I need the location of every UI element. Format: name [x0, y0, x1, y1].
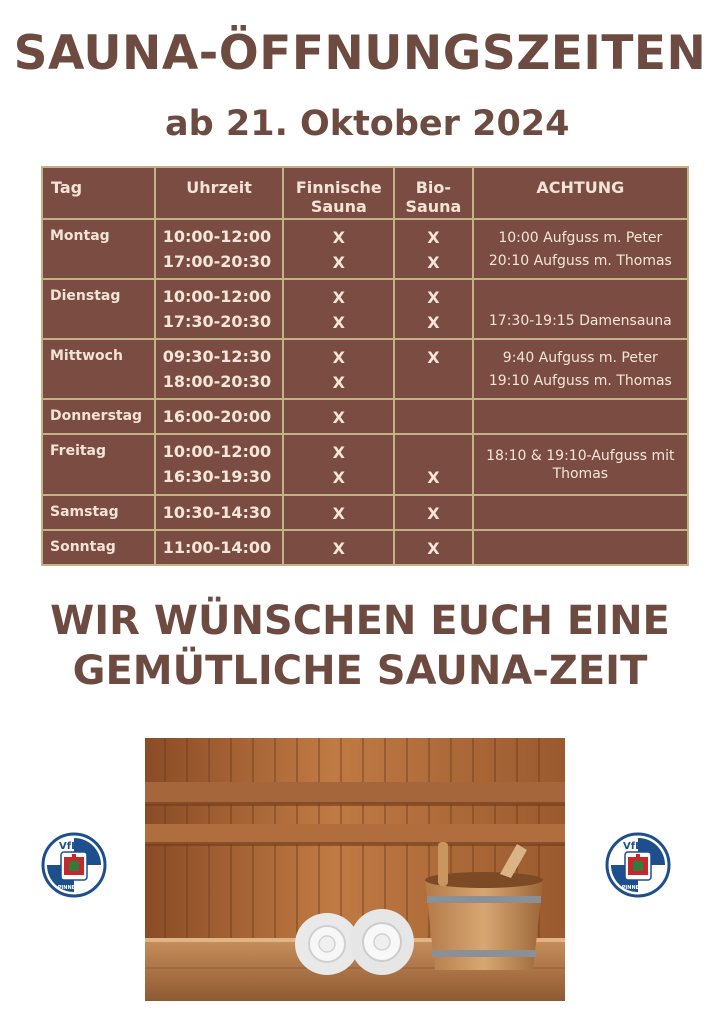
finnish-mark: X	[332, 504, 345, 523]
bio-mark: X	[427, 504, 440, 523]
table-row	[42, 434, 688, 495]
bio-mark: X	[427, 313, 440, 332]
table-row	[42, 530, 688, 565]
note-line: 17:30-19:15 Damensauna	[488, 313, 672, 329]
time-slot: 10:00-12:00	[162, 287, 272, 306]
bio-mark	[395, 443, 471, 468]
vfl-pinneberg-logo-left	[41, 832, 107, 898]
bio-cell	[394, 339, 472, 399]
logo-text: VfL	[623, 841, 642, 852]
finnish-mark: X	[332, 468, 345, 487]
note-cell	[473, 219, 688, 279]
note-line: 20:10 Aufguss m. Thomas	[488, 253, 672, 269]
finnish-cell	[283, 279, 394, 339]
finnish-cell	[283, 219, 394, 279]
time-cell	[155, 434, 284, 495]
time-slot: 09:30-12:30	[162, 347, 272, 366]
time-cell	[155, 530, 284, 565]
header-finnish-line1: Finnische	[295, 178, 382, 197]
time-cell	[155, 219, 284, 279]
time-slot: 18:00-20:30	[162, 372, 272, 391]
finnish-cell	[283, 399, 394, 434]
time-cell	[155, 495, 284, 530]
logo-text: VfL	[59, 841, 78, 852]
bio-cell	[394, 219, 472, 279]
time-slot: 17:00-20:30	[162, 252, 272, 271]
bio-mark: X	[427, 288, 440, 307]
finnish-mark: X	[332, 408, 345, 427]
finnish-cell	[283, 434, 394, 495]
bio-mark: X	[427, 539, 440, 558]
header-day: Tag	[42, 167, 155, 219]
finnish-cell	[283, 339, 394, 399]
closing-message-line1: WIR WÜNSCHEN EUCH EINE	[50, 598, 670, 644]
note-cell	[473, 495, 688, 530]
time-slot: 10:30-14:30	[162, 503, 272, 522]
note-cell	[473, 399, 688, 434]
note-line: 19:10 Aufguss m. Thomas	[488, 373, 672, 389]
time-cell	[155, 399, 284, 434]
bio-mark	[395, 373, 471, 398]
finnish-mark: X	[332, 373, 345, 392]
bio-cell	[394, 399, 472, 434]
finnish-mark: X	[332, 228, 345, 247]
bio-cell	[394, 434, 472, 495]
closing-message	[0, 596, 720, 696]
table-row	[42, 495, 688, 530]
finnish-cell	[283, 495, 394, 530]
day-cell: Montag	[42, 219, 155, 279]
header-notes: ACHTUNG	[473, 167, 688, 219]
header-finnish-sauna	[283, 167, 394, 219]
page-title: SAUNA-ÖFFNUNGSZEITEN	[13, 26, 707, 81]
bio-mark: X	[427, 348, 440, 367]
bio-mark: X	[427, 253, 440, 272]
finnish-mark: X	[332, 539, 345, 558]
opening-hours-table	[41, 166, 689, 566]
bio-mark: X	[427, 228, 440, 247]
note-cell	[473, 530, 688, 565]
note-line	[474, 288, 687, 311]
table-row	[42, 399, 688, 434]
day-cell: Donnerstag	[42, 399, 155, 434]
finnish-mark: X	[332, 253, 345, 272]
note-line	[474, 408, 687, 431]
day-cell: Samstag	[42, 495, 155, 530]
time-slot: 11:00-14:00	[162, 538, 272, 557]
header-bio-line2: Sauna	[405, 197, 462, 216]
day-cell: Freitag	[42, 434, 155, 495]
note-cell	[473, 339, 688, 399]
table-row	[42, 219, 688, 279]
day-cell: Dienstag	[42, 279, 155, 339]
bio-cell	[394, 279, 472, 339]
note-line	[474, 504, 687, 527]
finnish-cell	[283, 530, 394, 565]
table-row	[42, 339, 688, 399]
sauna-photo	[145, 738, 565, 1001]
day-cell: Mittwoch	[42, 339, 155, 399]
time-slot: 10:00-12:00	[162, 442, 272, 461]
header-time: Uhrzeit	[155, 167, 284, 219]
day-cell: Sonntag	[42, 530, 155, 565]
finnish-mark: X	[332, 288, 345, 307]
logo-city: PINNEBERG	[621, 885, 655, 891]
note-cell	[473, 434, 688, 495]
vfl-pinneberg-logo-right	[605, 832, 671, 898]
page-subtitle: ab 21. Oktober 2024	[165, 104, 570, 144]
finnish-mark: X	[332, 443, 345, 462]
note-line: 18:10 & 19:10-Aufguss mit	[486, 447, 675, 464]
note-line: 10:00 Aufguss m. Peter	[498, 230, 663, 246]
time-slot: 17:30-20:30	[162, 312, 272, 331]
bio-cell	[394, 530, 472, 565]
bio-mark: X	[427, 468, 440, 487]
finnish-mark: X	[332, 348, 345, 367]
header-bio-line1: Bio-	[415, 178, 452, 197]
time-slot: 10:00-12:00	[162, 227, 272, 246]
time-cell	[155, 279, 284, 339]
logo-city: PINNEBERG	[57, 885, 91, 891]
closing-message-line2: GEMÜTLICHE SAUNA-ZEIT	[72, 648, 648, 694]
table-header-row	[42, 167, 688, 219]
bio-mark	[395, 408, 471, 433]
table-row	[42, 279, 688, 339]
header-finnish-line2: Sauna	[310, 197, 367, 216]
note-line	[474, 539, 687, 562]
time-slot: 16:00-20:00	[162, 407, 272, 426]
note-line: 9:40 Aufguss m. Peter	[502, 350, 658, 366]
header-bio-sauna	[394, 167, 472, 219]
finnish-mark: X	[332, 313, 345, 332]
time-slot: 16:30-19:30	[162, 467, 272, 486]
note-cell	[473, 279, 688, 339]
bio-cell	[394, 495, 472, 530]
note-line: Thomas	[552, 465, 609, 482]
time-cell	[155, 339, 284, 399]
